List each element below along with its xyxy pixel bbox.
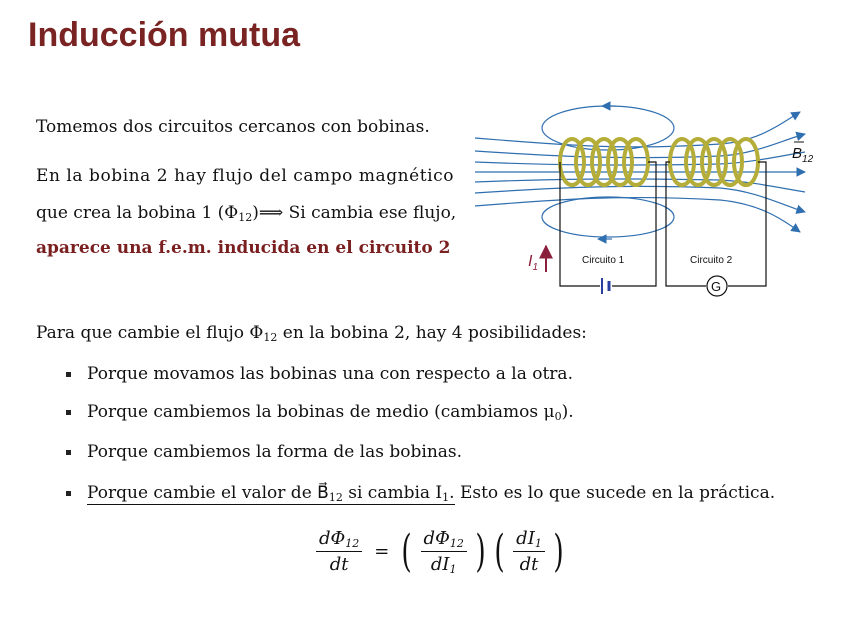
- intro-line-2: En la bobina 2 hay flujo del campo magnético: [36, 166, 455, 186]
- possibility-4-c: .: [449, 483, 455, 503]
- heading-sub: 12: [263, 331, 278, 344]
- possibility-2-b: ).: [561, 402, 574, 422]
- possibility-2: [87, 402, 574, 422]
- eq-f2-num-sub: 1: [534, 537, 542, 550]
- field-label-sub: 12: [802, 154, 814, 165]
- possibility-4-rest: Esto es lo que sucede en la práctica.: [454, 483, 776, 503]
- possibility-4-b: si cambia I: [342, 483, 443, 503]
- field-loop-top: [542, 106, 674, 150]
- eq-lhs-fraction: [316, 528, 362, 575]
- paren-left-icon: (: [494, 525, 505, 577]
- intro-line-3: [36, 203, 456, 223]
- possibility-2-a: Porque cambiemos la bobinas de medio (cambiamos μ: [87, 402, 555, 422]
- eq-f1-num-sub: 12: [449, 537, 464, 550]
- field-loop-bottom: [542, 197, 674, 237]
- eq-f2-den: dt: [519, 554, 539, 575]
- eq-factor-2: [513, 528, 545, 575]
- eq-lhs-num-sub: 12: [345, 537, 360, 550]
- possibility-2-sub: 0: [554, 410, 562, 423]
- svg-text:I1: [528, 253, 538, 273]
- possibility-4-a: Porque cambie el valor de B⃗: [87, 483, 329, 503]
- intro-line-3-sub: 12: [238, 211, 253, 224]
- eq-f1-den-sub: 1: [449, 563, 457, 576]
- current-label: I: [528, 253, 533, 270]
- paren-right-icon: ): [475, 525, 486, 577]
- circuit-2-label: Circuito 2: [690, 255, 733, 266]
- heading-a: Para que cambie el flujo Φ: [36, 323, 264, 343]
- circuit-1-label: Circuito 1: [582, 255, 625, 266]
- intro-line-1: Tomemos dos circuitos cercanos con bobinas.: [36, 117, 430, 137]
- eq-f1-num: dΦ: [423, 528, 450, 549]
- possibility-4-underlined: [87, 483, 455, 505]
- bullet-1-icon: [66, 372, 71, 377]
- possibility-1: Porque movamos las bobinas una con respecto a la otra.: [87, 364, 573, 384]
- eq-lhs-den: dt: [329, 554, 349, 575]
- eq-equals: =: [374, 541, 390, 562]
- current-label-sub: 1: [532, 262, 539, 273]
- galvanometer-label: G: [711, 279, 722, 294]
- eq-f1-den: dI: [430, 554, 450, 575]
- paren-right-icon: ): [553, 525, 564, 577]
- possibility-4-sub2: 1: [442, 491, 450, 504]
- intro-line-3-b: )⟹ Si cambia ese flujo,: [252, 203, 457, 223]
- field-label: B: [792, 145, 803, 162]
- slide-title: Inducción mutua: [28, 16, 300, 54]
- battery-icon: [602, 278, 609, 294]
- intro-line-3-a: que crea la bobina 1 (Φ: [36, 203, 239, 223]
- possibility-4: [87, 483, 775, 503]
- possibility-4-sub1: 12: [328, 491, 343, 504]
- eq-lhs-num: dΦ: [319, 528, 346, 549]
- bullet-4-icon: [66, 491, 71, 496]
- mutual-induction-diagram: [470, 96, 830, 306]
- bullet-3-icon: [66, 450, 71, 455]
- svg-text:B12: [792, 145, 814, 165]
- heading-b: en la bobina 2, hay 4 posibilidades:: [277, 323, 587, 343]
- possibilities-heading: [36, 323, 587, 343]
- eq-f2-num: dI: [516, 528, 535, 549]
- paren-left-icon: (: [401, 525, 413, 577]
- possibility-3: Porque cambiemos la forma de las bobinas.: [87, 442, 463, 462]
- field-line: [475, 198, 800, 232]
- intro-line-4-highlight: aparece una f.e.m. inducida en el circuito 2: [36, 238, 451, 258]
- bullet-2-icon: [66, 410, 71, 415]
- mutual-induction-equation: [312, 525, 568, 577]
- eq-factor-1: [421, 528, 467, 575]
